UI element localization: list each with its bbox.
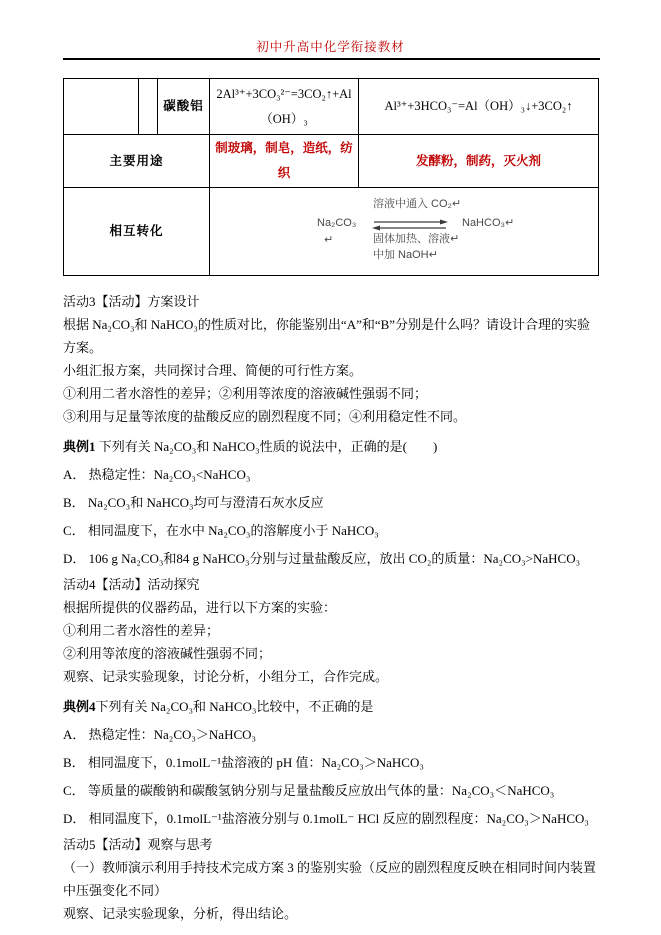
- diagram-reverse-condition-line1: 固体加热、溶液↵: [373, 233, 460, 245]
- page-header: [0, 0, 661, 55]
- example1-option-b: B． Na₂CO₃和 NaHCO₃均可与澄清石灰水反应: [63, 495, 324, 510]
- activity3-title: 活动3【活动】方案设计: [63, 294, 200, 309]
- example1-option-d: D． 106 g Na₂CO₃和84 g NaHCO₃分别与过量盐酸反应，放出 CO₂的质量：Na₂CO₃>NaHCO₃: [63, 551, 581, 566]
- activity4-title: 活动4【活动】活动探究: [63, 577, 200, 592]
- activity4-line2: ①利用二者水溶性的差异；: [63, 623, 220, 638]
- na2co3-equation-cell: 2Al³⁺+3CO₃²⁻=3CO₂↑+Al（OH）₃: [210, 79, 359, 135]
- example4-stem-text: 下列有关 Na₂CO₃和 NaHCO₃比较中，不正确的是: [95, 699, 374, 714]
- conversion-label-cell: 相互转化: [64, 188, 210, 276]
- activity5-line1: （一）教师演示利用手持技术完成方案 3 的鉴别实验（反应的剧烈程度反映在相同时间内装置中压强变化不同）: [63, 860, 597, 898]
- example4-stem: [63, 688, 603, 721]
- empty-cell: [139, 79, 158, 135]
- example1-stem: [63, 428, 603, 461]
- activity5-title: 活动5【活动】观察与思考: [63, 837, 213, 852]
- activity3-line1: 根据 Na₂CO₃和 NaHCO₃的性质对比，你能鉴别出“A”和“B”分别是什么吗？请设计合理的实验方案。: [63, 317, 591, 355]
- nahco3-uses-cell: 发酵粉，制药，灭火剂: [359, 135, 599, 188]
- example1-option-c: C． 相同温度下，在水中 Na₂CO₃的溶解度小于 NaHCO₃: [63, 523, 379, 538]
- example4-option-a: A． 热稳定性：Na₂CO₃＞NaHCO₃: [63, 727, 257, 742]
- diagram-right-species: NaHCO₃↵: [462, 217, 515, 229]
- empty-cell: [64, 79, 139, 135]
- example4-option-d: D． 相同温度下，0.1molL⁻¹盐溶液分别与 0.1molL⁻ HCl 反应的剧烈程度：Na₂CO₃＞NaHCO₃: [63, 811, 589, 826]
- activity4-line4: 观察、记录实验现象，讨论分析，小组分工，合作完成。: [63, 669, 389, 684]
- diagram-left-species: Na₂CO₃: [317, 217, 357, 229]
- example1-option-a: A． 热稳定性：Na₂CO₃<NaHCO₃: [63, 467, 251, 482]
- example4-option-b: B． 相同温度下，0.1molL⁻¹盐溶液的 pH 值：Na₂CO₃＞NaHCO₃: [63, 755, 424, 770]
- uses-label-cell: 主要用途: [64, 135, 210, 188]
- substance-label-cell: 碳酸铝: [158, 79, 210, 135]
- example4-label: 典例4: [63, 699, 96, 714]
- example4-option-c: C． 等质量的碳酸钠和碳酸氢钠分别与足量盐酸反应放出气体的量：Na₂CO₃＜NaHCO₃: [63, 783, 555, 798]
- conversion-diagram: [210, 188, 598, 275]
- header-divider: [63, 58, 600, 60]
- methods-line2: ③利用与足量等浓度的盐酸反应的剧烈程度不同；④利用稳定性不同。: [63, 409, 467, 424]
- page-header-title: 初中升高中化学衔接教材: [256, 40, 405, 54]
- comparison-table: [63, 78, 599, 276]
- conversion-diagram-cell: [210, 188, 599, 276]
- table-row-main-uses: [64, 135, 599, 188]
- example1-stem-text: 下列有关 Na₂CO₃和 NaHCO₃性质的说法中，正确的是( ): [95, 439, 438, 454]
- activity5-line2: 观察、记录实验现象，分析，得出结论。: [63, 906, 298, 921]
- diagram-reverse-condition-line2: 中加 NaOH↵: [373, 249, 438, 261]
- document-body: [63, 290, 603, 925]
- nahco3-equation-cell: Al³⁺+3HCO₃⁻=Al（OH）₃↓+3CO₂↑: [359, 79, 599, 135]
- activity3-line2: 小组汇报方案，共同探讨合理、简便的可行性方案。: [63, 363, 363, 378]
- table-row-conversion: [64, 188, 599, 276]
- table-row-aluminum-carbonate: [64, 79, 599, 135]
- activity4-line3: ②利用等浓度的溶液碱性强弱不同；: [63, 646, 272, 661]
- diagram-return-mark: ↵: [324, 234, 334, 246]
- na2co3-uses-cell: 制玻璃，制皂，造纸，纺织: [210, 135, 359, 188]
- example1-label: 典例1: [63, 439, 96, 454]
- methods-line1: ①利用二者水溶性的差异；②利用等浓度的溶液碱性强弱不同；: [63, 386, 428, 401]
- activity4-line1: 根据所提供的仪器药品，进行以下方案的实验：: [63, 600, 337, 615]
- diagram-forward-condition: 溶液中通入 CO₂↵: [373, 198, 462, 210]
